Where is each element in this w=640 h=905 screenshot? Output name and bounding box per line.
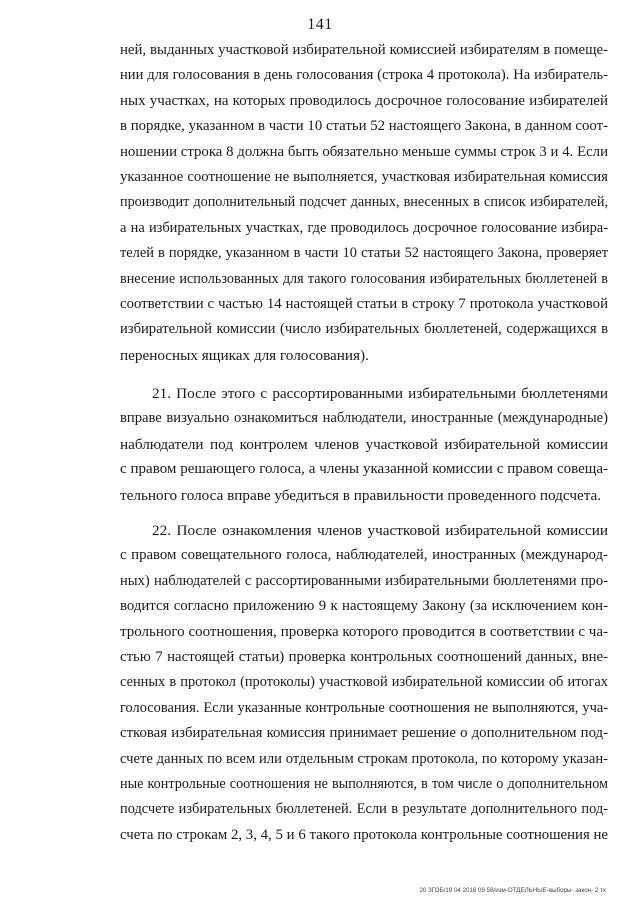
text-line: 21. После этого с рассортированными избирательными бюллетенями: [152, 385, 608, 402]
text-line: сенных в протокол (протоколы) участковой избирательной комиссии об итогах: [120, 674, 608, 691]
text-line: ношении строка 8 должна быть обязательно меньше суммы строк 3 и 4. Если: [120, 143, 608, 160]
text-line: счета по строкам 2, 3, 4, 5 и 6 такого протокола контрольные соотношения не: [120, 826, 608, 843]
text-line: производит дополнительный подсчет данных, внесенных в список избирателей,: [120, 194, 608, 211]
footer-file-stamp: 20 ЗГОБ/19 04 2016 09 58/изм-ОТДЕЛЬНЫЕ-выборы- закон- 2 тх: [419, 887, 606, 894]
paragraph-section-21: [120, 381, 608, 508]
text-line: ных) наблюдателей с рассортированными избирательными бюллетенями про-: [120, 572, 608, 589]
text-line: счете данных по всем или отдельным строкам протокола, по которому указан-: [120, 750, 608, 767]
text-line: стковая избирательная комиссия принимает решение о дополнительном под-: [120, 725, 608, 742]
text-line: ные контрольные соотношения не выполняются, в том числе о дополнительном: [120, 775, 608, 792]
text-line: внесение использованных для такого голосования избирательных бюллетеней в: [120, 270, 608, 287]
text-line: наблюдатели под контролем членов участковой избирательной комиссии: [120, 435, 608, 453]
text-line: ных участках, на которых проводилось досрочное голосование избирателей: [120, 92, 608, 109]
text-line: ней, выданных участковой избирательной комиссией избирателям в помеще-: [120, 42, 608, 58]
text-line: переносных ящиках для голосования).: [120, 346, 369, 364]
paragraph-section-22: [120, 518, 608, 848]
text-line: тельного голоса вправе убедиться в правильности проведенного подсчета.: [120, 486, 602, 504]
text-line: 22. После ознакомления членов участковой избирательной комиссии: [152, 522, 608, 539]
text-line: соответствии с частью 14 настоящей статьи в строку 7 протокола участковой: [120, 295, 608, 312]
text-line: вправе визуально ознакомиться наблюдатели, иностранные (международные): [120, 410, 608, 427]
text-line: стью 7 настоящей статьи) проверка контрольных соотношений данных, вне-: [120, 648, 608, 665]
paragraph-continuation: [120, 38, 608, 368]
text-line: водится согласно приложению 9 к настоящему Закону (за исключением кон-: [120, 598, 608, 615]
page-number: 141: [307, 16, 333, 33]
text-line: голосования. Если указанные контрольные соотношения не выполняются, уча-: [120, 699, 608, 716]
text-line: подсчете избирательных бюллетеней. Если в результате дополнительного под-: [120, 801, 608, 818]
text-line: с правом совещательного голоса, наблюдателей, иностранных (международ-: [120, 547, 608, 564]
text-line: избирательной комиссии (число избирательных бюллетеней, содержащихся в: [120, 321, 608, 338]
text-line: а на избирательных участках, где проводилось досрочное голосование избира-: [120, 219, 608, 236]
text-line: в порядке, указанном в части 10 статьи 52 настоящего Закона, в данном соот-: [120, 118, 608, 135]
text-line: нии для голосования в день голосования (строка 4 протокола). На избиратель-: [120, 67, 608, 84]
text-line: телей в порядке, указанном в части 10 статьи 52 настоящего Закона, проверяет: [120, 245, 608, 262]
text-line: с правом решающего голоса, а члены указанной комиссии с правом совеща-: [120, 461, 608, 478]
text-line: указанное соотношение не выполняется, участковая избирательная комиссия: [120, 168, 608, 185]
text-line: трольного соотношения, проверка которого проводится в соответствии с ча-: [120, 623, 608, 640]
